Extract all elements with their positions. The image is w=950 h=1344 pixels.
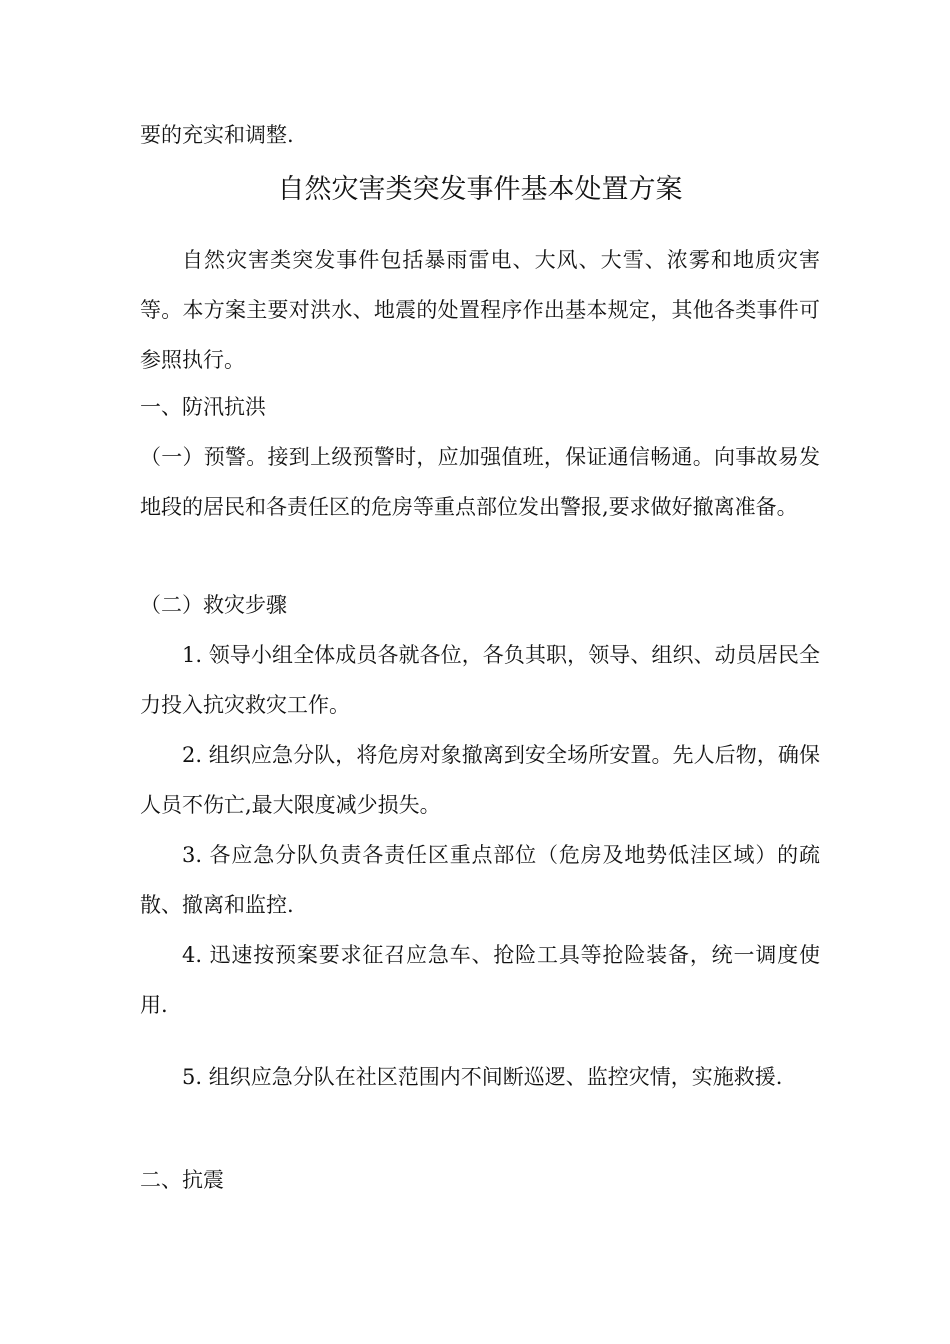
section-heading-earthquake: 二、抗震 <box>140 1168 224 1192</box>
step-3-paragraph: 3. 各应急分队负责各责任区重点部位（危房及地势低洼区域）的疏散、撤离和监控. <box>140 843 820 917</box>
step-1-paragraph: 1. 领导小组全体成员各就各位，各负其职，领导、组织、动员居民全力投入抗灾救灾工作。 <box>140 643 820 717</box>
subsection-heading-steps: （二）救灾步骤 <box>140 593 287 617</box>
overview-paragraph: 自然灾害类突发事件包括暴雨雷电、大风、大雪、浓雾和地质灾害等。本方案主要对洪水、地震的处置程序作出基本规定，其他各类事件可参照执行。 <box>140 248 820 372</box>
document-title: 自然灾害类突发事件基本处置方案 <box>277 174 683 205</box>
warning-paragraph: （一）预警。接到上级预警时，应加强值班，保证通信畅通。向事故易发地段的居民和各责任区的危房等重点部位发出警报,要求做好撤离准备。 <box>140 445 820 519</box>
step-5-paragraph: 5. 组织应急分队在社区范围内不间断巡逻、监控灾情，实施救援. <box>182 1065 783 1089</box>
section-heading-flood: 一、防汛抗洪 <box>140 395 266 419</box>
step-4-paragraph: 4. 迅速按预案要求征召应急车、抢险工具等抢险装备，统一调度使用. <box>140 943 820 1017</box>
intro-tail-text: 要的充实和调整. <box>140 123 294 147</box>
step-2-paragraph: 2. 组织应急分队，将危房对象撤离到安全场所安置。先人后物，确保人员不伤亡,最大限度减少损失。 <box>140 743 820 817</box>
